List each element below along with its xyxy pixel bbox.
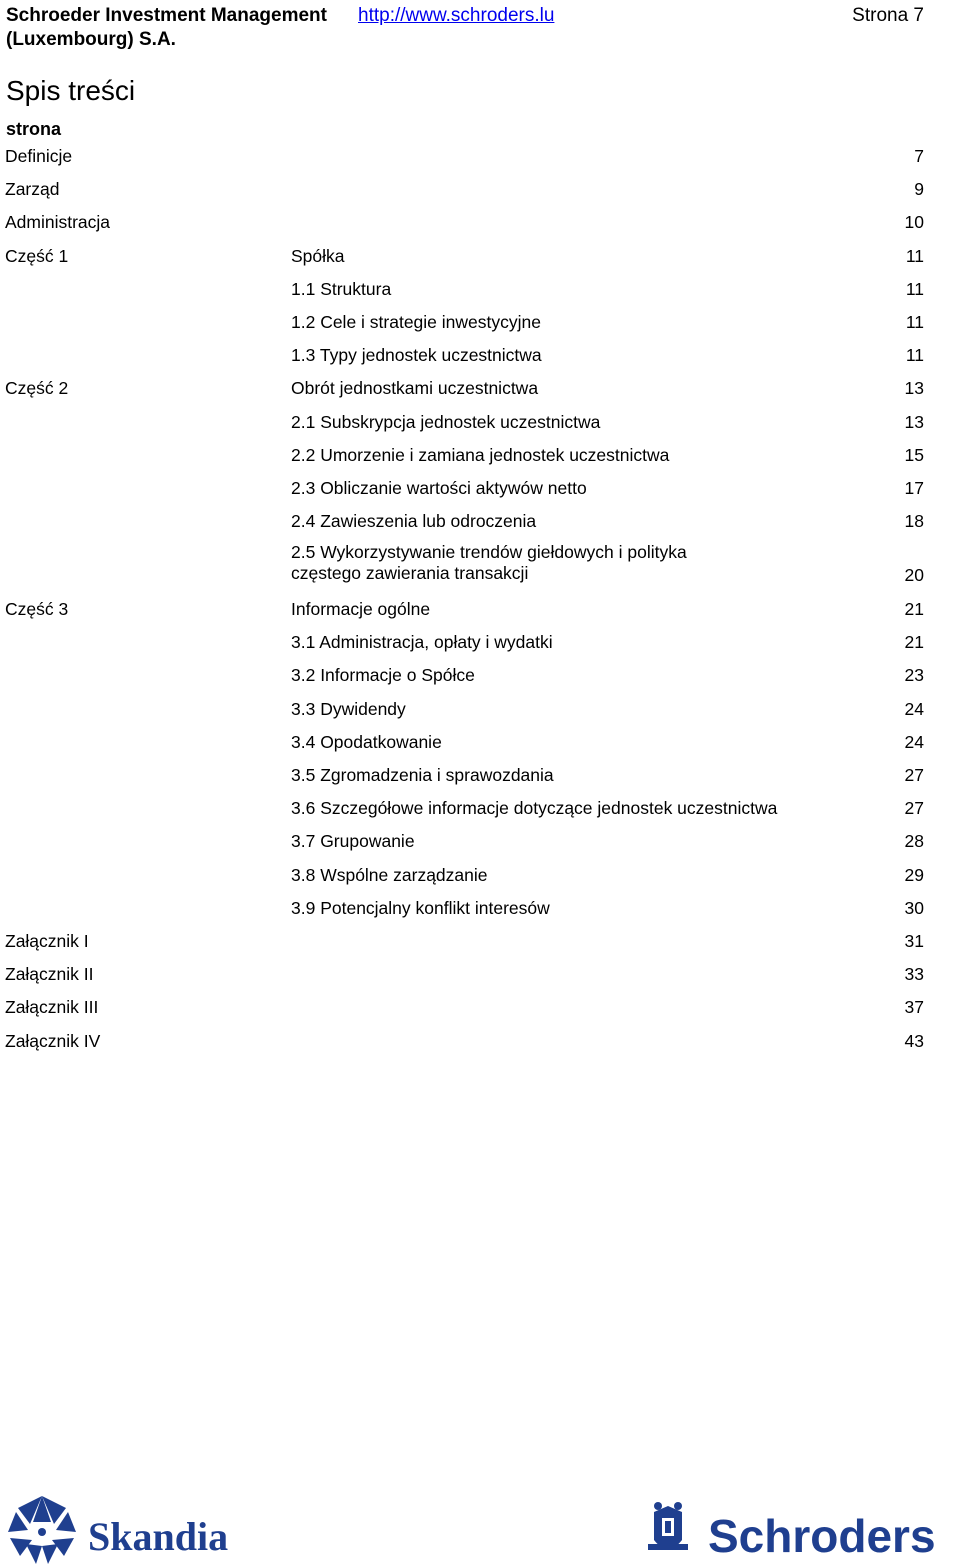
website-link[interactable]: http://www.schroders.lu	[358, 5, 555, 26]
toc-page-number: 18	[904, 511, 924, 532]
toc-row	[0, 278, 960, 300]
toc-page-number: 21	[904, 632, 924, 653]
page-footer	[0, 1490, 960, 1568]
toc-row	[0, 377, 960, 399]
toc-entry-title: 3.1 Administracja, opłaty i wydatki	[291, 632, 553, 653]
toc-section-label: Załącznik IV	[5, 1030, 101, 1051]
toc-row	[0, 830, 960, 852]
toc-page-number: 13	[904, 411, 924, 432]
toc-page-number: 21	[904, 598, 924, 619]
toc-page-number: 24	[904, 731, 924, 752]
umbrella-icon	[8, 1496, 76, 1564]
toc-page-number: 23	[904, 665, 924, 686]
toc-page-number: 27	[904, 764, 924, 785]
toc-row	[0, 411, 960, 433]
skandia-logo	[4, 1494, 254, 1566]
toc-section-label: Definicje	[5, 146, 73, 166]
toc-row	[0, 1030, 960, 1052]
toc-page-number: 43	[904, 1030, 924, 1051]
toc-entry-title: 2.5 Wykorzystywanie trendów giełdowych i polityka częstego zawierania transakcji	[291, 542, 687, 584]
page-header	[6, 4, 924, 52]
toc-row	[0, 444, 960, 466]
toc-row	[0, 897, 960, 919]
toc-row	[0, 211, 960, 233]
toc-row	[0, 245, 960, 267]
toc-entry-title: 1.3 Typy jednostek uczestnictwa	[291, 345, 542, 366]
toc-page-number: 15	[904, 444, 924, 465]
toc-row	[0, 145, 960, 167]
toc-page-number: 28	[904, 831, 924, 852]
toc-section-label: Załącznik I	[5, 930, 89, 951]
toc-page-number: 13	[904, 378, 924, 399]
toc-entry-title: 3.6 Szczegółowe informacje dotyczące jednostek uczestnictwa	[291, 798, 778, 819]
toc-page-number: 33	[904, 964, 924, 985]
schroders-wordmark: Schroders	[708, 1510, 936, 1562]
toc-row	[0, 930, 960, 952]
toc-entry-title: Spółka	[291, 245, 345, 266]
toc-page-number: 27	[904, 798, 924, 819]
page-number: Strona 7	[852, 5, 924, 26]
toc-entry-title: 3.9 Potencjalny konflikt interesów	[291, 897, 550, 918]
toc-section-label: Załącznik II	[5, 964, 94, 985]
toc-page-number: 20	[904, 565, 924, 586]
toc-entry-title: 3.8 Wspólne zarządzanie	[291, 864, 488, 885]
toc-row	[0, 963, 960, 985]
crest-icon	[648, 1502, 688, 1550]
toc-entry-title: 2.4 Zawieszenia lub odroczenia	[291, 511, 537, 532]
toc-entry-title: 3.4 Opodatkowanie	[291, 731, 442, 752]
toc-entry-title: Obrót jednostkami uczestnictwa	[291, 378, 539, 399]
toc-row	[0, 731, 960, 753]
toc-row	[0, 543, 960, 587]
toc-row	[0, 664, 960, 686]
toc-section-label: Zarząd	[5, 179, 60, 200]
toc-entry-title: Informacje ogólne	[291, 598, 431, 619]
company-name: Schroeder Investment Management (Luxembourg) S.A.	[6, 5, 327, 50]
toc-entry-title: 3.2 Informacje o Spółce	[291, 665, 475, 686]
toc-section-label: Administracja	[5, 212, 111, 233]
toc-entry-title: 2.3 Obliczanie wartości aktywów netto	[291, 478, 587, 498]
toc-entry-title: 3.3 Dywidendy	[291, 698, 406, 719]
toc-entry-title: 2.2 Umorzenie i zamiana jednostek uczestnictwa	[291, 444, 670, 465]
toc-page-number: 9	[914, 179, 924, 200]
toc-row	[0, 311, 960, 333]
toc-page-number: 10	[904, 212, 924, 233]
toc-page-number: 24	[904, 698, 924, 719]
toc-section-label: Część 3	[5, 598, 69, 619]
toc-section-label: Część 2	[5, 378, 69, 399]
toc-page-number: 11	[905, 278, 924, 299]
toc-entry-title: 1.2 Cele i strategie inwestycyjne	[291, 312, 541, 332]
toc-row	[0, 698, 960, 720]
toc-row	[0, 510, 960, 532]
toc-row	[0, 631, 960, 653]
toc-page-number: 37	[904, 997, 924, 1018]
toc-row	[0, 344, 960, 366]
toc-entry-title: 3.7 Grupowanie	[291, 831, 415, 852]
toc-row	[0, 178, 960, 200]
toc-page-number: 11	[905, 245, 924, 266]
toc-page-number: 17	[904, 478, 924, 498]
toc-section-label: Część 1	[5, 245, 69, 266]
toc-row	[0, 996, 960, 1018]
toc-page-number: 11	[905, 312, 924, 332]
toc-entry-title: 2.1 Subskrypcja jednostek uczestnictwa	[291, 411, 601, 432]
toc-entry-title: 1.1 Struktura	[291, 278, 392, 299]
toc-row	[0, 864, 960, 886]
toc-page-number: 30	[904, 897, 924, 918]
toc-page-number: 11	[905, 345, 924, 366]
toc-entry-title: 3.5 Zgromadzenia i sprawozdania	[291, 764, 554, 785]
toc-section-label: Załącznik III	[5, 997, 99, 1018]
toc-row	[0, 764, 960, 786]
toc-page-number: 29	[904, 864, 924, 885]
skandia-wordmark: Skandia	[88, 1514, 229, 1559]
toc-page-number: 31	[904, 930, 924, 951]
toc-row	[0, 477, 960, 499]
schroders-logo	[648, 1500, 960, 1562]
toc-row	[0, 598, 960, 620]
toc-row	[0, 797, 960, 819]
toc-page-number: 7	[914, 146, 924, 166]
page-title: Spis treści	[6, 75, 136, 106]
column-label: strona	[6, 119, 62, 139]
